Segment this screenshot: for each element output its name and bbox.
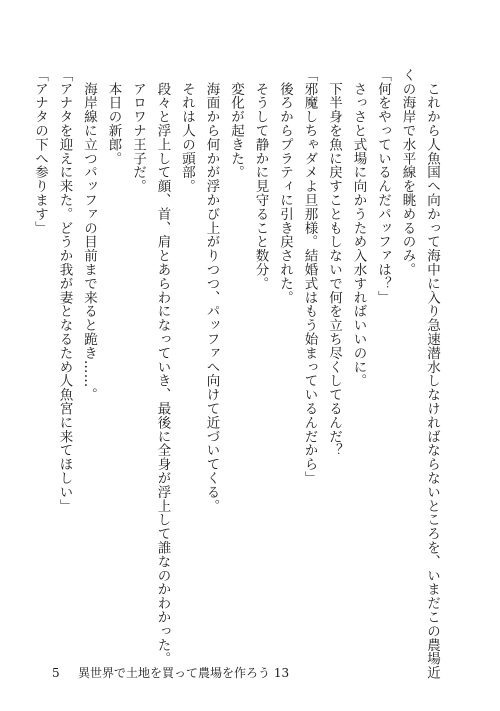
text-line: 「邪魔しちゃダメよ旦那様。結婚式はもう始まっているんだから」 <box>301 68 318 485</box>
text-line: さっさと式場に向かうため入水すればいいのに。 <box>350 68 367 388</box>
text-line: 海面から何かが浮かび上がりつつ、パッファへ向けて近づいてくる。 <box>203 68 220 513</box>
text-line: 「アナタの下へ参ります」 <box>32 68 48 235</box>
text-line: 「何をやっているんだパッファは？」 <box>375 68 391 305</box>
text-line: 下半身を魚に戻すこともしないで何を立ち尽くしてるんだ？ <box>326 68 342 458</box>
text-line: 段々と浮上して顔、首、肩とあらわになっていき、最後に全身が浮上して誰なのかわかった。 <box>154 68 171 666</box>
text-line: これから人魚国へ向かって海中に入り急速潜水しなければならないところを、いまだこの農場近 <box>424 68 440 680</box>
text-line: 海岸線に立つパッファの目前まで来ると跪き……。 <box>81 68 97 402</box>
text-line: くの海岸で水平線を眺めるのみ。 <box>399 68 416 277</box>
text-line: 「アナタを迎えに来た。どうか我が妻となるため人魚宮に来てほしい」 <box>56 68 73 513</box>
text-line: 本日の新郎。 <box>105 68 122 166</box>
text-line: 後ろからプラティに引き戻された。 <box>277 68 293 305</box>
text-line: アロワナ王子だ。 <box>130 68 146 194</box>
text-line: それは人の頭部。 <box>179 68 195 194</box>
page-footer <box>52 664 289 681</box>
text-line: 変化が起きた。 <box>228 68 244 180</box>
page-number: 5 <box>52 666 60 680</box>
text-line: そうして静かに見守ること数分。 <box>252 68 269 291</box>
book-title: 異世界で土地を買って農場を作ろう 13 <box>78 666 290 680</box>
